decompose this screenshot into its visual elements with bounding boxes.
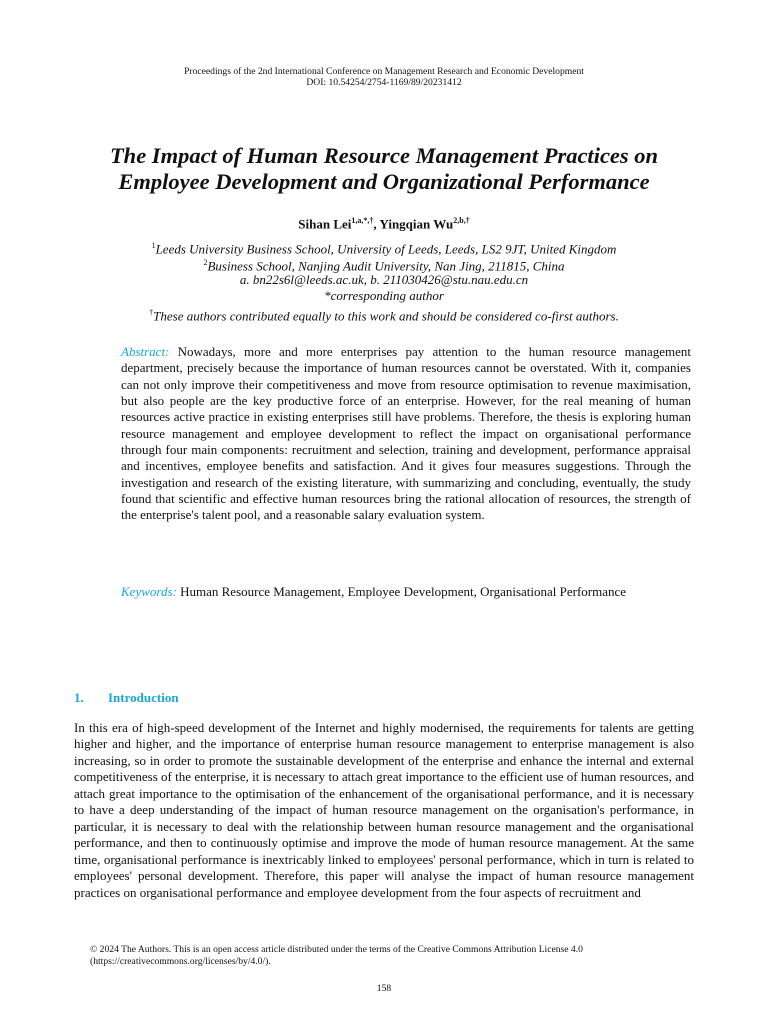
author-emails: a. bn22s6l@leeds.ac.uk, b. 211030426@stu.nau.edu.cn: [239, 272, 529, 287]
abstract-text: Nowadays, more and more enterprises pay attention to the human resource management department, precisely because the importance of human resources cannot be overstated. With it, companies can not only improve their competitiveness and move from resource optimisation to revenue maximisation, but also people are the key productive force of an enterprise. However, for the real meaning of human resources active practice in existing enterprises still have problems. Therefore, the thesis is exploring human resource management and employee development to reflect the impact on organisational performance through four main components: recruitment and selection, training and development, performance appraisal and incentives, employee benefits and satisfaction. And it gives four measures suggestions. Through the investigation and research of the existing literature, with summarizing and concluding, eventually, the study found that scientific and effective human resources bring the rational allocation of resources, the strength of the enterprise's talent pool, and a reasonable salary evaluation system.: [121, 344, 692, 523]
author-1-marks: 1,a,*,†: [351, 216, 374, 225]
license-line-1: © 2024 The Authors. This is an open access article distributed under the terms of the Creative Commons Attribution License 4.0: [90, 944, 583, 955]
section-heading-introduction: [74, 690, 179, 706]
section-number: 1.: [74, 690, 84, 705]
keywords-text: Human Resource Management, Employee Development, Organisational Performance: [180, 584, 627, 599]
introduction-paragraph: In this era of high-speed development of the Internet and highly modernised, the requirements for talents are getting higher and higher, and the importance of enterprise human resource management to enterprise management is also increasing, so in order to promote the sustainable development of the enterprise and enhance the internal and external competitiveness of the enterprise, it is necessary to attach great importance to the efficient use of human resources, and attach great importance to the optimisation of the enhancement of the organisational performance, and it is necessary to have a deep understanding of the impact of human resource management on the organisation's performance, in particular, it is necessary to deal with the relationship between human resource management and the organisational performance, and then to continuously optimise and improve the mode of human resource management. At the same time, organisational performance is inextricably linked to employees' personal performance, which in turn is related to employees' personal development. Therefore, this paper will analyse the impact of human resource management practices on organisational performance and employee development from the four aspects of recruitment and: [74, 720, 694, 900]
author-separator: ,: [373, 216, 380, 232]
equal-contribution-text: These authors contributed equally to this work and should be considered co-first authors.: [153, 308, 619, 324]
doi-header: DOI: 10.54254/2754-1169/89/20231412: [306, 77, 462, 88]
author-2: Yingqian Wu: [379, 216, 454, 232]
affiliation-2-text: Business School, Nanjing Audit University, Nan Jing, 211815, China: [207, 258, 565, 274]
affiliation-1-text: Leeds University Business School, University of Leeds, Leeds, LS2 9JT, United Kingdom: [155, 241, 617, 257]
abstract: [121, 344, 691, 524]
page-number: 158: [376, 983, 392, 994]
corresponding-note: *corresponding author: [324, 288, 444, 303]
title-line-2: Employee Development and Organizational Performance: [118, 169, 650, 194]
keywords-label: Keywords:: [121, 584, 177, 599]
title-line-1: The Impact of Human Resource Management Practices on: [109, 143, 659, 168]
keywords: [121, 584, 691, 600]
equal-contribution-note: [0, 305, 768, 324]
proceedings-header: Proceedings of the 2nd International Conference on Management Research and Economic Development: [184, 66, 584, 77]
affiliation-2-mark: 2: [203, 258, 208, 267]
affiliation-1-mark: 1: [151, 241, 156, 250]
author-1: Sihan Lei: [298, 216, 352, 232]
author-2-marks: 2,b,†: [453, 216, 470, 225]
author-list: [0, 213, 768, 232]
abstract-label: Abstract:: [121, 344, 170, 359]
section-title: Introduction: [108, 690, 179, 705]
paper-title: [40, 143, 728, 195]
license-line-2: (https://creativecommons.org/licenses/by/4.0/).: [90, 956, 271, 967]
license-notice: [90, 944, 680, 968]
equal-contribution-mark: †: [149, 308, 154, 317]
